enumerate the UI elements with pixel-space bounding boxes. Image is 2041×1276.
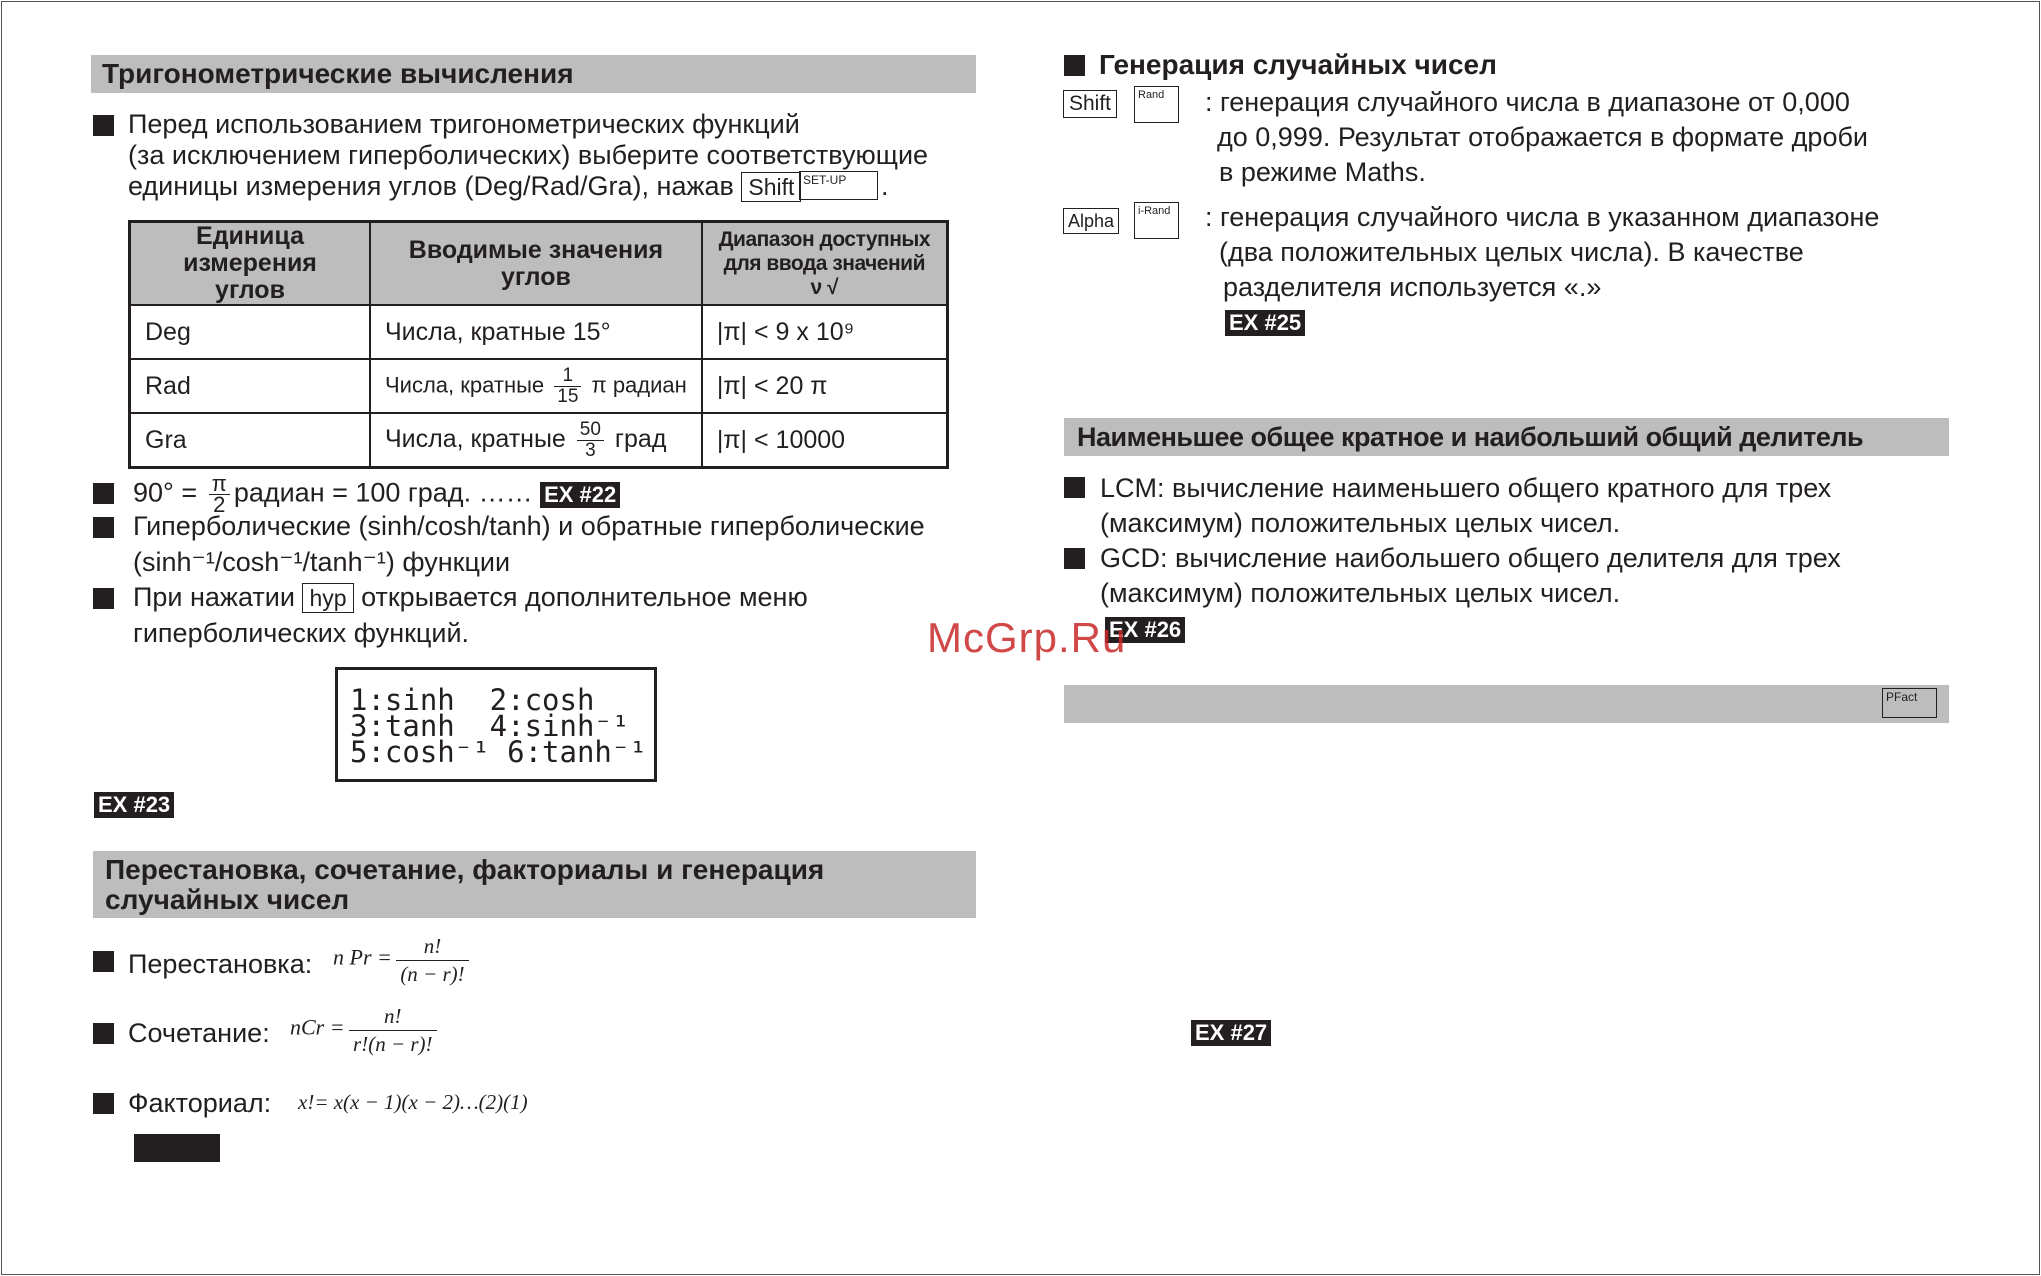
combination-label: Сочетание: [128, 1018, 270, 1048]
intro-line-2: (за исключением гиперболических) выберите соответствующие [128, 140, 929, 170]
formula-num: n! [396, 933, 468, 961]
lcm-line-1: LCM: вычисление наименьшего общего кратного для трех [1100, 473, 1832, 503]
factorial-label: Факториал: [128, 1088, 272, 1118]
table-header: Вводимые значения углов [370, 222, 702, 306]
shift-key: Shift [741, 172, 801, 202]
table-cell: Числа, кратные 15° [370, 305, 702, 359]
perm-header-line: Перестановка, сочетание, факториалы и генерация [105, 854, 825, 885]
pfact-section-header [1064, 685, 1949, 723]
bullet [93, 483, 114, 504]
formula-lhs: nCr = [290, 1014, 345, 1040]
example-label: EX #27 [1191, 1020, 1271, 1046]
hyp-pre: При нажатии [133, 582, 295, 612]
factorial-formula: x!= x(x − 1)(x − 2)…(2)(1) [298, 1090, 528, 1114]
table-cell: |π| < 10000 [702, 413, 948, 468]
lcd-row: 5:cosh⁻¹ 6:tanh⁻¹ [350, 735, 647, 769]
bullet [93, 115, 114, 136]
table-cell: Gra [130, 413, 371, 468]
frac-num: 50 [577, 420, 604, 441]
hyp-key-line-2: гиперболических функций. [133, 618, 470, 648]
lcm-line-2: (максимум) положительных целых чисел. [1100, 508, 1621, 538]
formula-fraction [396, 933, 468, 988]
intro-end: . [881, 171, 889, 201]
permutation-formula [333, 933, 469, 988]
frac-den: 2 [213, 492, 226, 517]
rand1-line-3: в режиме Maths. [1219, 157, 1426, 187]
example-label: EX #22 [540, 482, 620, 508]
rand1-line-1: : генерация случайного числа в диапазоне от 0,000 [1205, 87, 1850, 117]
hyp-key: hyp [302, 583, 353, 613]
formula-den: r!(n − r)! [353, 1032, 433, 1056]
gcd-line-1: GCD: вычисление наибольшего общего делителя для трех [1100, 543, 1841, 573]
irand-key: i-Rand [1134, 202, 1179, 239]
rand2-line-3: разделителя используется «.» [1223, 272, 1602, 302]
frac-den: 3 [585, 439, 596, 461]
formula-num: n! [349, 1003, 437, 1031]
trig-section-header: Тригонометрические вычисления [91, 55, 976, 93]
rand-key: Rand [1134, 86, 1179, 123]
example-label: EX #23 [94, 792, 174, 818]
bullet [1064, 55, 1085, 76]
table-header-row [130, 222, 948, 306]
watermark: McGrp.Ru [927, 614, 1127, 661]
hyp-post: открывается дополнительное меню [361, 582, 808, 612]
frac-num: 1 [554, 366, 581, 387]
permutation-label: Перестановка: [128, 949, 313, 979]
setup-key: SET-UP [799, 171, 878, 200]
table-cell: |π| < 20 π [702, 359, 948, 413]
bullet [1064, 477, 1085, 498]
table-cell: Rad [130, 359, 371, 413]
fraction [577, 420, 604, 461]
bullet [93, 1023, 114, 1044]
alpha-key: Alpha [1063, 208, 1119, 234]
intro-line-3-text: единицы измерения углов (Deg/Rad/Gra), нажав [128, 171, 734, 201]
intro-line-1: Перед использованием тригонометрических функций [128, 109, 800, 139]
hyp-line-1: Гиперболические (sinh/cosh/tanh) и обратные гиперболические [133, 511, 925, 541]
angle-units-table [128, 220, 949, 469]
table-cell: |π| < 9 x 10⁹ [702, 305, 948, 359]
bullet [93, 1093, 114, 1114]
cell-text: Числа, кратные [385, 371, 545, 397]
hyp-line-2: (sinh⁻¹/cosh⁻¹/tanh⁻¹) функции [133, 547, 511, 577]
combination-formula [290, 1003, 437, 1058]
bullet [93, 588, 114, 609]
formula-lhs: n Pr = [333, 944, 392, 970]
cell-text: Числа, кратные [385, 424, 566, 453]
fraction [554, 366, 581, 407]
rand2-line-2: (два положительных целых числа). В качестве [1219, 237, 1804, 267]
relation-pre: 90° = [133, 477, 198, 508]
cell-text: град [614, 424, 667, 453]
lcd-display [335, 667, 657, 782]
table-cell [370, 359, 702, 413]
formula-fraction [349, 1003, 437, 1058]
lcm-section-header: Наименьшее общее кратное и наибольший общий делитель [1064, 418, 1949, 456]
intro-line-3 [128, 169, 801, 204]
example-label: EX #25 [1225, 310, 1305, 336]
table-cell [370, 413, 702, 468]
shift-key: Shift [1063, 90, 1117, 118]
example-label: EX #26 [1105, 617, 1185, 643]
cell-text: π радиан [591, 371, 687, 397]
rand-header: Генерация случайных чисел [1099, 49, 1497, 80]
table-row [130, 305, 948, 359]
table-cell: Deg [130, 305, 371, 359]
frac-den: 15 [557, 385, 579, 407]
table-header: Единица измерения углов [130, 222, 371, 306]
perm-section-header [93, 851, 976, 918]
formula-den: (n − r)! [400, 962, 465, 986]
relation-post: радиан = 100 град. …… [233, 477, 533, 508]
lcd-row: 1:sinh 2:cosh [350, 683, 595, 717]
bullet [93, 517, 114, 538]
table-row [130, 413, 948, 468]
rand1-line-2: до 0,999. Результат отображается в формате дроби [1217, 122, 1869, 152]
perm-header-line: случайных чисел [105, 884, 350, 915]
hyp-key-line-1 [133, 580, 808, 615]
pfact-key: PFact [1882, 688, 1937, 718]
table-header: Диапазон доступных для ввода значений ν √ [702, 222, 948, 306]
frac-num: π [209, 474, 230, 495]
black-bar [134, 1134, 220, 1162]
rand2-line-1: : генерация случайного числа в указанном диапазоне [1205, 202, 1880, 232]
lcd-row: 3:tanh 4:sinh⁻¹ [350, 709, 630, 743]
table-row [130, 359, 948, 413]
bullet [93, 951, 114, 972]
gcd-line-2: (максимум) положительных целых чисел. [1100, 578, 1621, 608]
bullet [1064, 548, 1085, 569]
